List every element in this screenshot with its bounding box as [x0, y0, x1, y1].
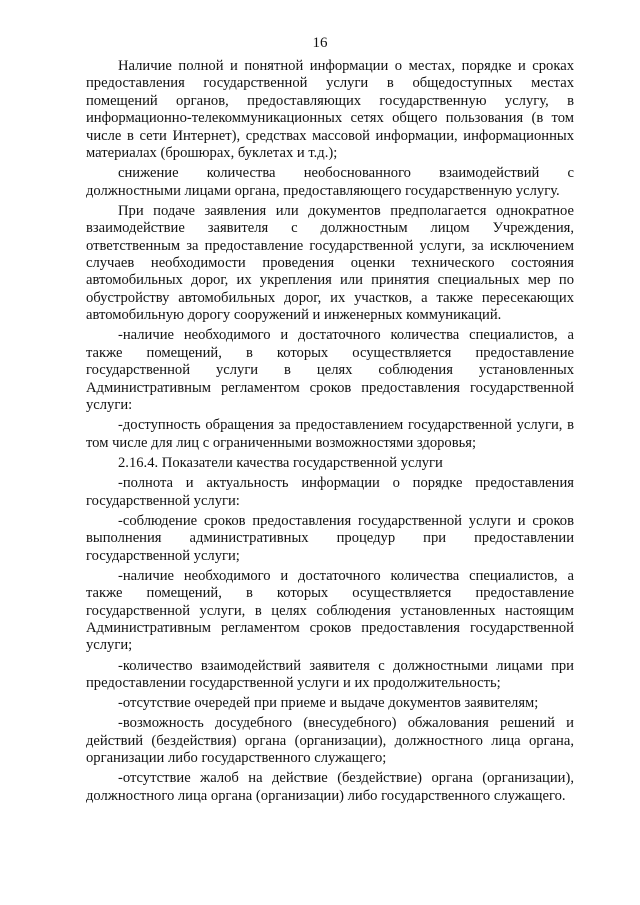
page-number: 16 — [312, 35, 328, 51]
paragraph-appeal-possibility: -возможность досудебного (внесудебного) обжалования решений и действий (бездействия) органа (организации), должностного лица органа, организации либо государственного служащего; — [86, 715, 574, 767]
paragraph-deadline-compliance: -соблюдение сроков предоставления государственной услуги и сроков выполнения административных процедур при предоставлении государственной услуги; — [86, 512, 574, 564]
paragraph-single-interaction: При подаче заявления или документов предполагается однократное взаимодействие заявителя с должностным лицом Учреждения, ответственным за предоставление государственной услуги, за исключением случаев необходимости проведения оценки технического состояния автомобильных дорог, их укрепления или принятия специальных мер по обустройству автомобильных дорог, их участков, а также пересекающих автомобильную дорогу сооружений и инженерных коммуникаций. — [86, 202, 574, 324]
paragraph-specialists-availability: -наличие необходимого и достаточного количества специалистов, а также помещений, в которых осуществляется предоставление государственной услуги в целях соблюдения установленных Административным регламентом сроков предоставления государственной услуги: — [86, 327, 574, 414]
paragraph-accessibility: -доступность обращения за предоставлением государственной услуги, в том числе для лиц с ограниченными возможностями здоровья; — [86, 417, 574, 451]
paragraph-no-complaints: -отсутствие жалоб на действие (бездействие) органа (организации), должностного лица органа (организации) либо государственного служащего. — [86, 770, 574, 804]
paragraph-no-queues: -отсутствие очередей при приеме и выдаче документов заявителям; — [118, 695, 539, 712]
section-heading-quality-indicators: 2.16.4. Показатели качества государственной услуги — [118, 454, 443, 471]
paragraph-specialists-quality: -наличие необходимого и достаточного количества специалистов, а также помещений, в которых осуществляется предоставление государственной услуги, в целях соблюдения установленных настоящим Административным регламентом сроков предоставления государственной услуги; — [86, 567, 574, 654]
paragraph-interaction-count: -количество взаимодействий заявителя с должностными лицами при предоставлении государственной услуги и их продолжительность; — [86, 657, 574, 691]
paragraph-information-availability: Наличие полной и понятной информации о местах, порядке и сроках предоставления государственной услуги в общедоступных местах помещений органов, предоставляющих государственную услугу, в информационно-телекоммуникационных сетях общего пользования (в том числе в сети Интернет), средствах массовой информации, информационных материалах (брошюрах, буклетах и т.д.); — [86, 58, 574, 162]
document-body — [86, 58, 574, 805]
paragraph-reduced-interactions: снижение количества необоснованного взаимодействий с должностными лицами органа, предоставляющего государственную услугу. — [86, 165, 574, 199]
paragraph-information-completeness: -полнота и актуальность информации о порядке предоставления государственной услуги: — [86, 475, 574, 509]
